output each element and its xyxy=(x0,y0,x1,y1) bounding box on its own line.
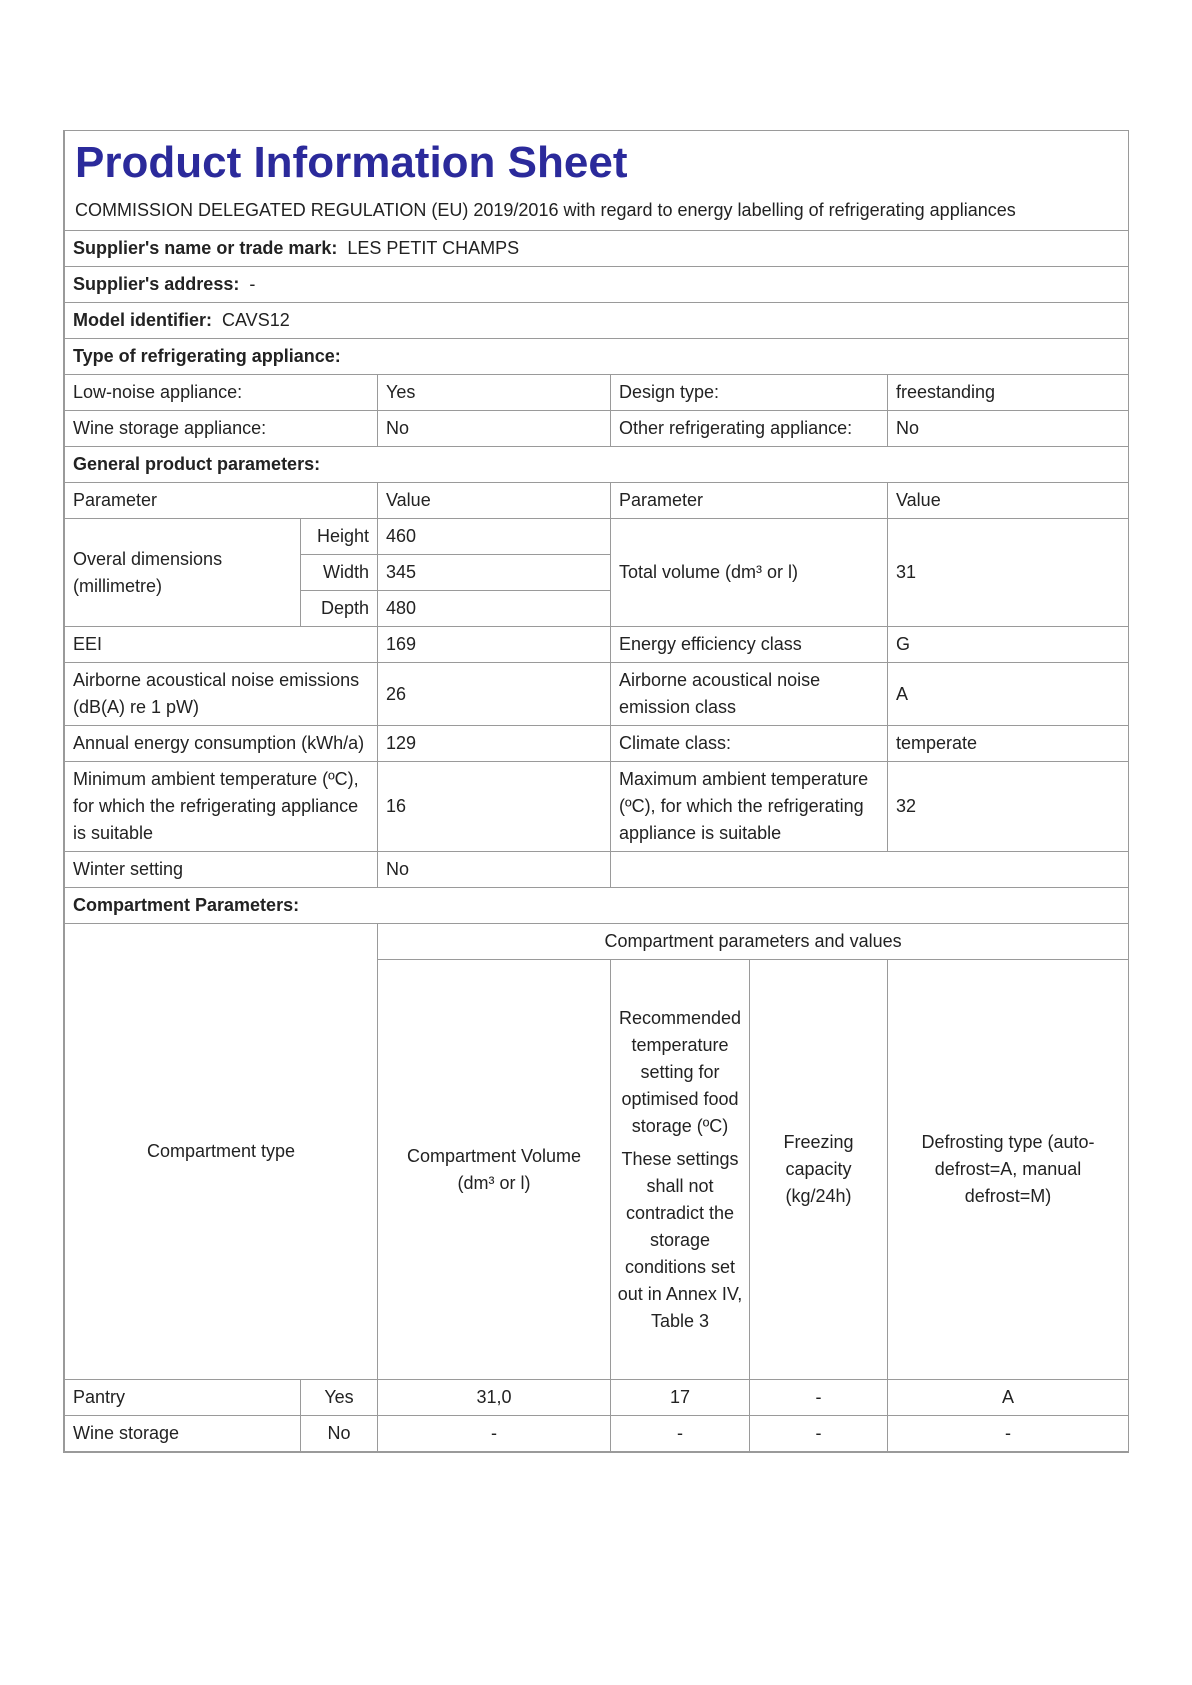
general-header-row xyxy=(65,483,1129,519)
param-label: Annual energy consumption (kWh/a) xyxy=(65,726,378,762)
compartment-temperature: - xyxy=(611,1416,750,1452)
page-title: Product Information Sheet xyxy=(75,138,628,187)
general-row xyxy=(65,762,1129,852)
type-label: Low-noise appliance: xyxy=(65,375,378,411)
product-information-sheet xyxy=(63,130,1129,1453)
dimensions-label: Overal dimensions (millimetre) xyxy=(65,519,301,627)
supplier-address-row xyxy=(65,267,1129,303)
column-header-parameter: Parameter xyxy=(65,483,378,519)
general-row xyxy=(65,663,1129,726)
general-row xyxy=(65,627,1129,663)
supplier-name-label: Supplier's name or trade mark: xyxy=(73,238,338,258)
column-header-value-2: Value xyxy=(888,483,1129,519)
volume-header: Compartment Volume (dm³ or l) xyxy=(378,960,611,1380)
total-volume-value: 31 xyxy=(888,519,1129,627)
compartment-temperature: 17 xyxy=(611,1380,750,1416)
width-value: 345 xyxy=(378,555,611,591)
type-value-2: No xyxy=(888,411,1129,447)
type-value-2: freestanding xyxy=(888,375,1129,411)
compartment-heading-row xyxy=(65,888,1129,924)
type-label: Wine storage appliance: xyxy=(65,411,378,447)
param-label: EEI xyxy=(65,627,378,663)
model-identifier-label: Model identifier: xyxy=(73,310,212,330)
type-heading: Type of refrigerating appliance: xyxy=(65,339,1129,375)
compartment-freezing: - xyxy=(750,1380,888,1416)
param-value: 16 xyxy=(378,762,611,852)
param-label-2: Maximum ambient temperature (ºC), for which the refrigerating appliance is suitable xyxy=(611,762,888,852)
compartment-defrost: A xyxy=(888,1380,1129,1416)
dimension-row-height xyxy=(65,519,1129,555)
type-label-2: Design type: xyxy=(611,375,888,411)
height-label: Height xyxy=(301,519,378,555)
depth-value: 480 xyxy=(378,591,611,627)
general-row xyxy=(65,726,1129,762)
param-label-2: Energy efficiency class xyxy=(611,627,888,663)
param-label: Minimum ambient temperature (ºC), for which the refrigerating appliance is suitable xyxy=(65,762,378,852)
compartment-volume: 31,0 xyxy=(378,1380,611,1416)
winter-setting-value: No xyxy=(378,852,611,888)
compartment-defrost: - xyxy=(888,1416,1129,1452)
param-label: Airborne acoustical noise emissions (dB(A) re 1 pW) xyxy=(65,663,378,726)
type-value: No xyxy=(378,411,611,447)
freezing-capacity-header: Freezing capacity (kg/24h) xyxy=(750,960,888,1380)
type-row xyxy=(65,375,1129,411)
regulation-text: COMMISSION DELEGATED REGULATION (EU) 2019/2016 with regard to energy labelling of refrigerating appliances xyxy=(75,200,1016,220)
param-value: 129 xyxy=(378,726,611,762)
param-value-2: 32 xyxy=(888,762,1129,852)
recommended-temperature-note: These settings shall not contradict the storage conditions set out in Annex IV, Table 3 xyxy=(617,1148,743,1331)
param-label-2: Airborne acoustical noise emission class xyxy=(611,663,888,726)
supplier-address-label: Supplier's address: xyxy=(73,274,240,294)
compartment-name: Pantry xyxy=(65,1380,301,1416)
model-identifier-row xyxy=(65,303,1129,339)
compartment-row xyxy=(65,1416,1129,1452)
defrosting-type-header: Defrosting type (auto-defrost=A, manual defrost=M) xyxy=(888,960,1129,1380)
param-value-2: G xyxy=(888,627,1129,663)
supplier-address-value: - xyxy=(249,274,256,294)
compartment-name: Wine storage xyxy=(65,1416,301,1452)
general-heading: General product parameters: xyxy=(65,447,1129,483)
column-header-parameter-2: Parameter xyxy=(611,483,888,519)
param-value-2: A xyxy=(888,663,1129,726)
total-volume-label: Total volume (dm³ or l) xyxy=(611,519,888,627)
compartment-present: Yes xyxy=(301,1380,378,1416)
column-header-value: Value xyxy=(378,483,611,519)
supplier-name-value: LES PETIT CHAMPS xyxy=(347,238,520,258)
param-label-2: Climate class: xyxy=(611,726,888,762)
compartment-group-header-row xyxy=(65,924,1129,960)
type-label-2: Other refrigerating appliance: xyxy=(619,418,853,438)
compartment-heading: Compartment Parameters: xyxy=(65,888,1129,924)
param-value-2: temperate xyxy=(888,726,1129,762)
compartment-freezing: - xyxy=(750,1416,888,1452)
param-value: 26 xyxy=(378,663,611,726)
width-label: Width xyxy=(301,555,378,591)
winter-setting-label: Winter setting xyxy=(65,852,378,888)
depth-label: Depth xyxy=(301,591,378,627)
param-value: 169 xyxy=(378,627,611,663)
title-row xyxy=(65,131,1129,231)
winter-setting-row xyxy=(65,852,1129,888)
compartment-row xyxy=(65,1380,1129,1416)
compartment-volume: - xyxy=(378,1416,611,1452)
compartment-present: No xyxy=(301,1416,378,1452)
type-value: Yes xyxy=(378,375,611,411)
model-identifier-value: CAVS12 xyxy=(222,310,290,330)
supplier-name-row xyxy=(65,231,1129,267)
type-heading-row xyxy=(65,339,1129,375)
sheet-table xyxy=(64,131,1129,1452)
general-heading-row xyxy=(65,447,1129,483)
recommended-temperature-header: Recommended temperature setting for optimised food storage (ºC) xyxy=(618,1007,742,1136)
height-value: 460 xyxy=(378,519,611,555)
compartment-type-header: Compartment type xyxy=(65,924,378,1380)
type-row xyxy=(65,411,1129,447)
compartment-group-header: Compartment parameters and values xyxy=(378,924,1129,960)
